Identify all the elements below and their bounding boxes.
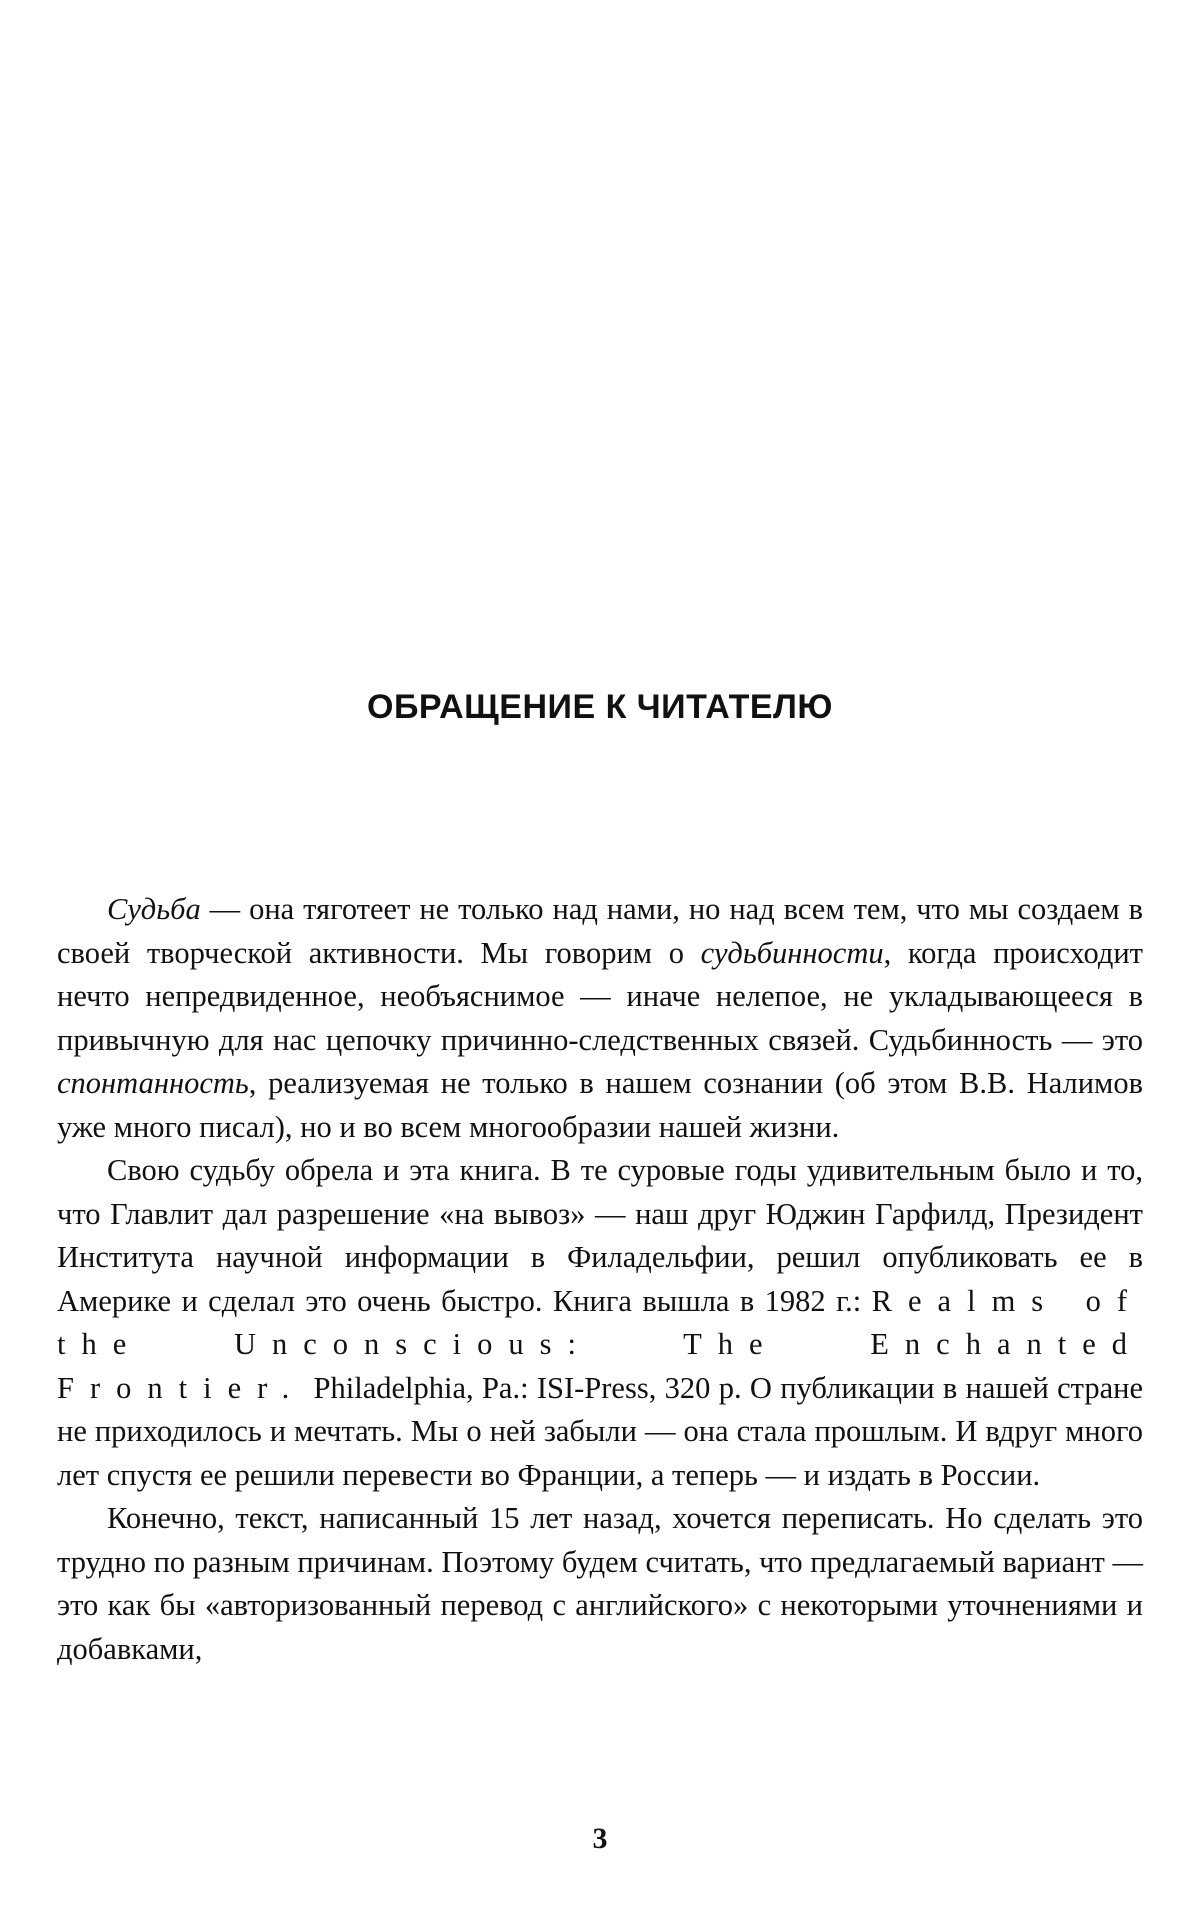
paragraph-1-text-b: , когда происходит нечто непредвиденное, необъяснимое — иначе нелепое, не укладывающееся в привычную для нас цепочку причинно-следственных связей. Судьбинность — это [57, 935, 1143, 1057]
body-text [57, 888, 1143, 1671]
chapter-heading: ОБРАЩЕНИЕ К ЧИТАТЕЛЮ [367, 688, 833, 726]
paragraph-3: Конечно, текст, написанный 15 лет назад, хочется переписать. Но сделать это трудно по разным причинам. Поэтому будем считать, что предлагаемый вариант — это как бы «авторизованный перевод с английского» с некоторыми уточнениями и добавками, [57, 1501, 1143, 1666]
paragraph-1 [57, 888, 1143, 1149]
page-number: 3 [592, 1822, 608, 1855]
paragraph-2-text-a: Свою судьбу обрела и эта книга. В те суровые годы удивительным было и то, что Главлит дал разрешение «на вывоз» — наш друг Юджин Гарфилд, Президент Института научной информации в Филадельфии, решил опубликовать ее в Америке и сделал это очень быстро. Книга вышла в 1982 г.: [57, 1153, 1143, 1318]
italic-term-sudba: Судьба [107, 892, 201, 926]
paragraph-1-text-c: , реализуемая не только в нашем сознании (об этом В.В. Налимов уже много писал), но и во всем многообразии нашей жизни. [57, 1066, 1143, 1144]
paragraph-2-text-b: Philadelphia, Pa.: ISI-Press, 320 p. О публикации в нашей стране не приходилось и мечтать. Мы о ней забыли — она стала прошлым. И вдруг много лет спустя ее решили перевести во Франции, а теперь — и издать в России. [57, 1370, 1143, 1492]
paragraph-2 [57, 1149, 1143, 1497]
book-title-english: Realms of the Unconscious: The Enchanted Frontier. [57, 1283, 1143, 1405]
italic-term-sudbinnost: судьбинности [700, 935, 884, 970]
italic-term-spontannost: спонтанность [57, 1066, 249, 1100]
paragraph-1-text-a: — она тяготеет не только над нами, но над всем тем, что мы создаем в своей творческой активности. Мы говорим о [57, 892, 1143, 970]
